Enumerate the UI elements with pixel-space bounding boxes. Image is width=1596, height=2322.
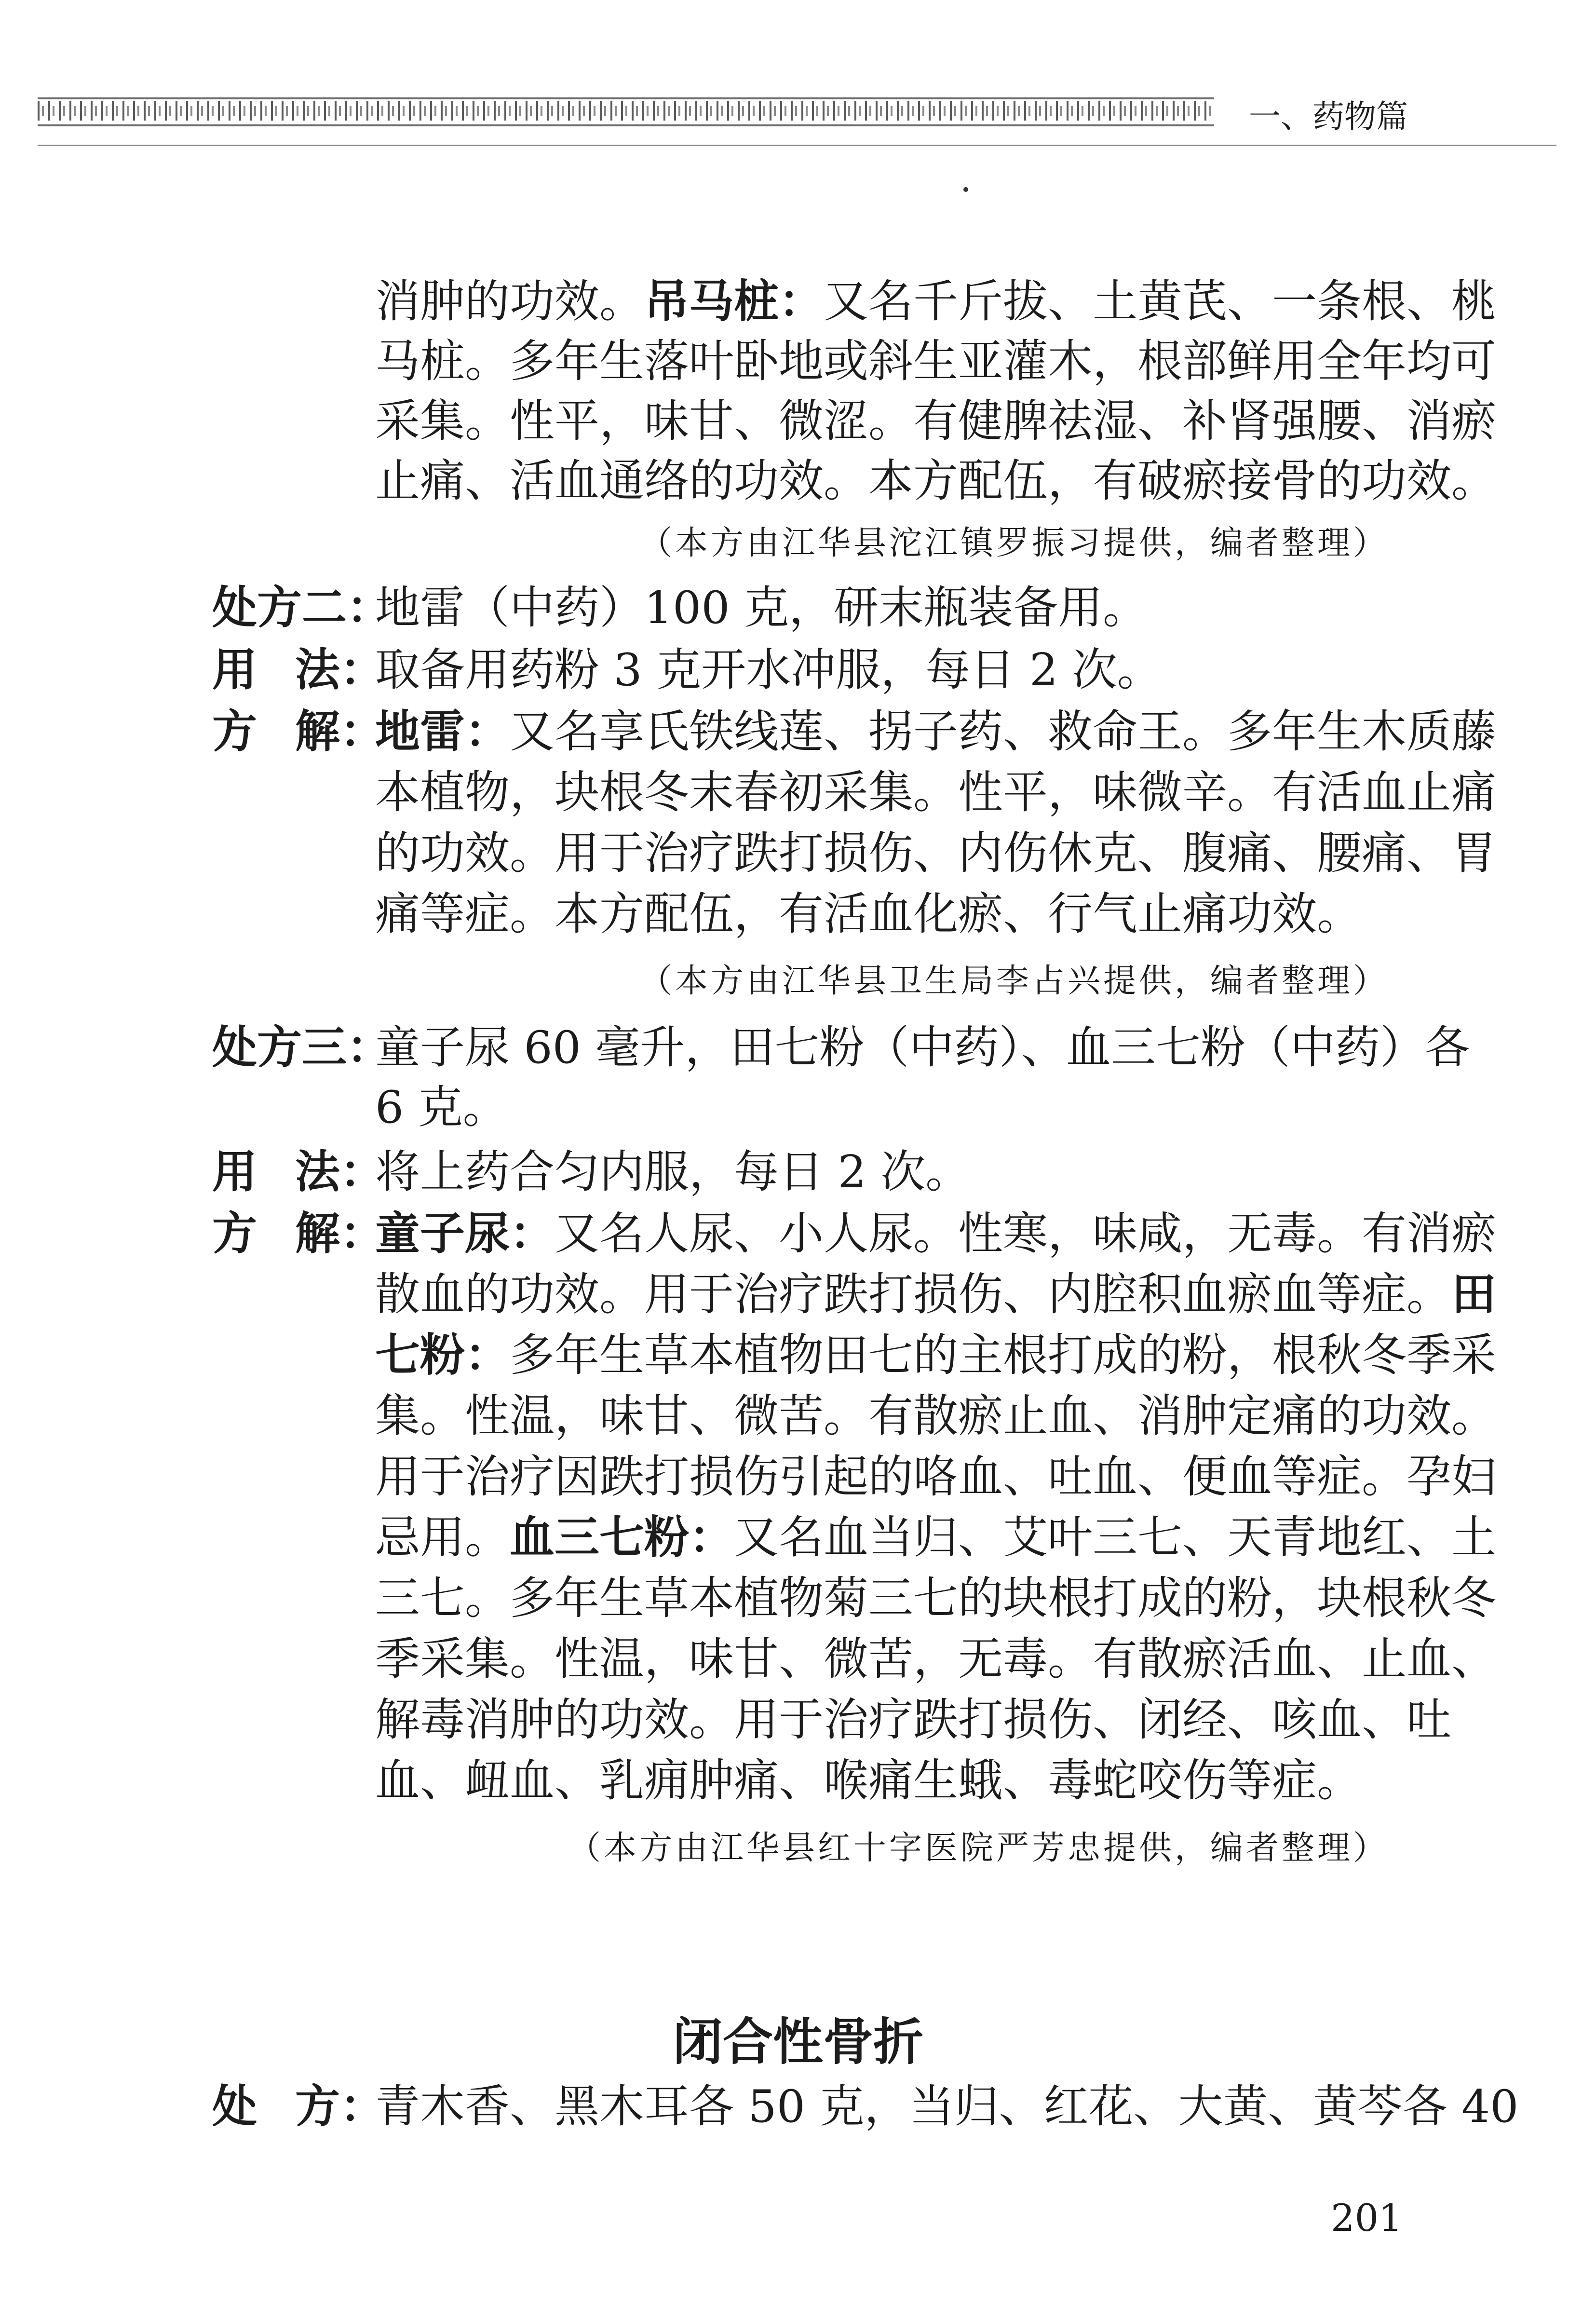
prescription-text: 童子尿 60 毫升，田七粉（中药）、血三七粉（中药）各 <box>375 1021 1470 1073</box>
text-line: 本植物，块根冬末春初采集。性平，味微辛。有活血止痛 <box>375 766 1496 818</box>
stray-dot <box>963 187 968 192</box>
usage-label: 用 法： <box>212 1145 385 1198</box>
prescription-text: 青木香、黑木耳各 50 克，当归、红花、大黄、黄芩各 40 <box>375 2080 1519 2132</box>
prescription-text: 地雷（中药）100 克，研末瓶装备用。 <box>375 582 1148 634</box>
prescription-label: 处方三： <box>212 1021 392 1073</box>
section-title: 闭合性骨折 <box>672 2012 923 2071</box>
herb-term: 血三七粉： <box>510 1511 734 1563</box>
text-line: 解毒消肿的功效。用于治疗跌打损伤、闭经、咳血、吐 <box>375 1694 1451 1746</box>
text-line: 痛等症。本方配伍，有活血化瘀、行气止痛功效。 <box>375 888 1362 940</box>
source-credit: （本方由江华县沱江镇罗振习提供，编者整理） <box>639 524 1389 562</box>
explanation-label: 方 解： <box>212 1207 385 1260</box>
header-ornament-band <box>38 95 1214 129</box>
text-line: 散血的功效。用于治疗跌打损伤、内腔积血瘀血等症。田 <box>375 1268 1496 1320</box>
prescription-label: 处方二： <box>212 581 392 634</box>
explanation-label: 方 解： <box>212 705 385 758</box>
running-head: 一、药物篇 <box>1249 98 1408 135</box>
text-line: 马桩。多年生落叶卧地或斜生亚灌木，根部鲜用全年均可 <box>375 335 1496 387</box>
text-line: 季采集。性温，味甘、微苦，无毒。有散瘀活血、止血、 <box>375 1633 1496 1685</box>
text-line: 地雷：又名享氏铁线莲、拐子药、救命王。多年生木质藤 <box>375 705 1496 758</box>
usage-label: 用 法： <box>212 643 385 696</box>
page-number: 201 <box>1331 2197 1403 2240</box>
text-line: 童子尿：又名人尿、小人尿。性寒，味咸，无毒。有消瘀 <box>375 1207 1496 1260</box>
herb-term: 吊马桩： <box>644 275 824 327</box>
herb-term: 七粉： <box>375 1329 510 1381</box>
text-line: 三七。多年生草本植物菊三七的块根打成的粉，块根秋冬 <box>375 1572 1496 1624</box>
text-line: 止痛、活血通络的功效。本方配伍，有破瘀接骨的功效。 <box>375 455 1496 507</box>
herb-term: 田 <box>1451 1268 1496 1320</box>
text-line: 消肿的功效。吊马桩：又名千斤拔、土黄芪、一条根、桃 <box>375 275 1496 327</box>
source-credit: （本方由江华县卫生局李占兴提供，编者整理） <box>639 962 1389 1000</box>
text-line: 的功效。用于治疗跌打损伤、内伤休克、腹痛、腰痛、胃 <box>375 827 1496 879</box>
text-line: 忌用。血三七粉：又名血当归、艾叶三七、天青地红、土 <box>375 1511 1496 1563</box>
prescription-label: 处 方： <box>212 2080 385 2132</box>
header-rule <box>38 145 1556 146</box>
source-credit: （本方由江华县红十字医院严芳忠提供，编者整理） <box>568 1829 1389 1867</box>
usage-text: 将上药合匀内服，每日 2 次。 <box>375 1146 971 1198</box>
herb-term: 地雷： <box>375 705 510 758</box>
herb-term: 童子尿： <box>375 1207 555 1260</box>
text-line: 采集。性平，味甘、微涩。有健脾祛湿、补肾强腰、消瘀 <box>375 395 1496 447</box>
text-line: 用于治疗因跌打损伤引起的咯血、吐血、便血等症。孕妇 <box>375 1451 1496 1503</box>
usage-text: 取备用药粉 3 克开水冲服，每日 2 次。 <box>375 644 1162 696</box>
prescription-text: 6 克。 <box>375 1081 508 1133</box>
text-line: 七粉：多年生草本植物田七的主根打成的粉，根秋冬季采 <box>375 1329 1496 1381</box>
text-line: 血、衄血、乳痈肿痛、喉痛生蛾、毒蛇咬伤等症。 <box>375 1754 1362 1806</box>
text-line: 集。性温，味甘、微苦。有散瘀止血、消肿定痛的功效。 <box>375 1390 1496 1442</box>
